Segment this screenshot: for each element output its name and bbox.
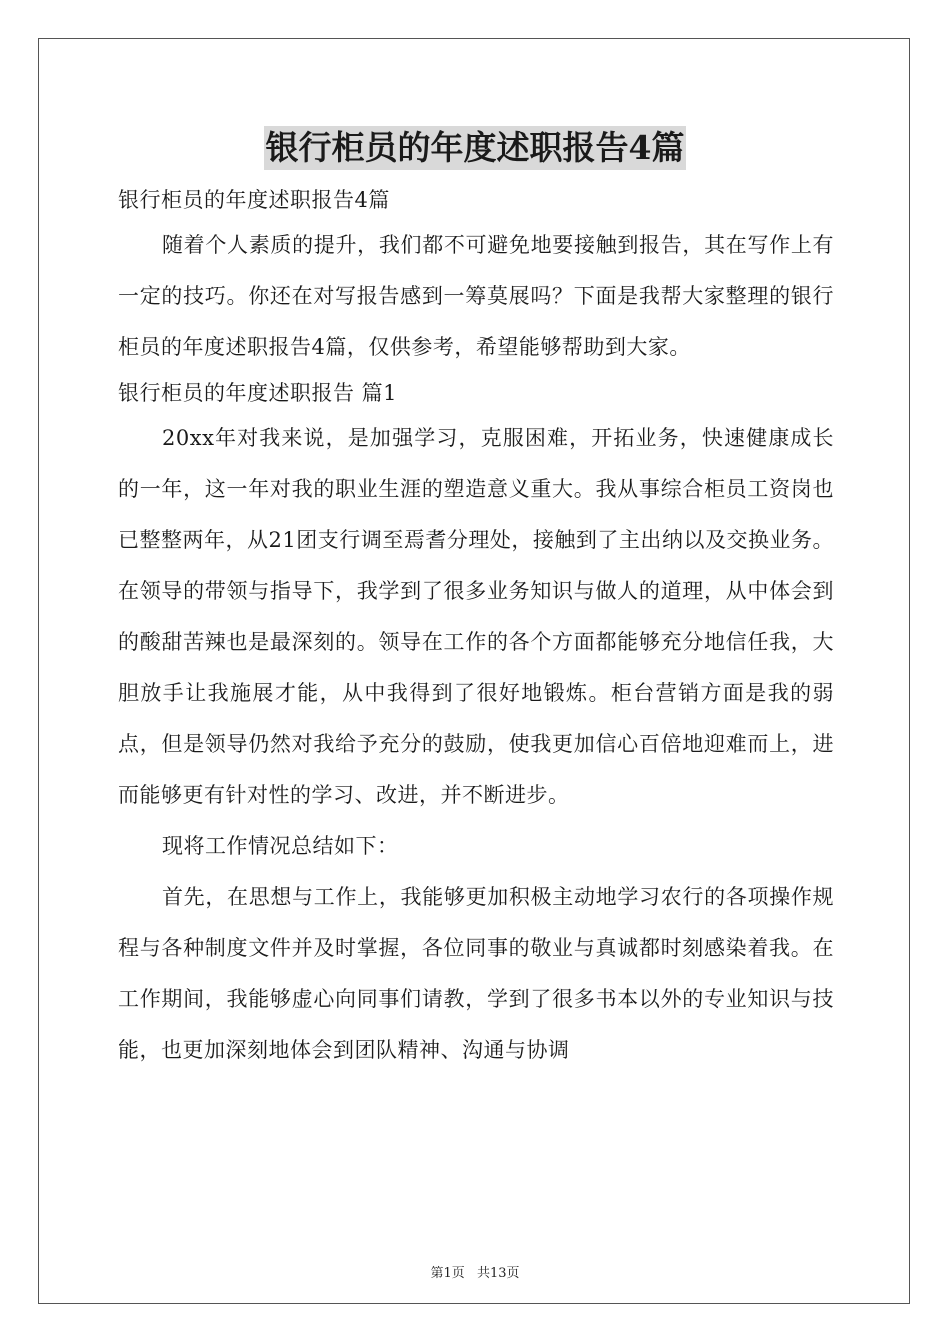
body-paragraph: 现将工作情况总结如下： — [162, 834, 399, 858]
document-body — [118, 180, 834, 1076]
body-paragraph: 20xx年对我来说，是加强学习，克服困难，开拓业务，快速健康成长的一年，这一年对我的职业生涯的塑造意义重大。我从事综合柜员工资岗也已整整两年，从21团支行调至焉耆分理处，接触到了主出纳以及交换业务。在领导的带领与指导下，我学到了很多业务知识与做人的道理，从中体会到的酸甜苦辣也是最深刻的。领导在工作的各个方面都能够充分地信任我，大胆放手让我施展才能，从中我得到了很好地锻炼。柜台营销方面是我的弱点，但是领导仍然对我给予充分的鼓励，使我更加信心百倍地迎难而上，进而能够更有针对性的学习、改进，并不断进步。 — [118, 426, 834, 807]
document-subtitle: 银行柜员的年度述职报告4篇 — [118, 188, 390, 212]
body-paragraph: 首先，在思想与工作上，我能够更加积极主动地学习农行的各项操作规程与各种制度文件并及时掌握，各位同事的敬业与真诚都时刻感染着我。在工作期间，我能够虚心向同事们请教，学到了很多书本以外的专业知识与技能，也更加深刻地体会到团队精神、沟通与协调 — [118, 885, 834, 1062]
document-title: 银行柜员的年度述职报告4篇 — [264, 126, 687, 170]
page-footer — [0, 1262, 950, 1281]
section-heading: 银行柜员的年度述职报告 篇1 — [118, 381, 398, 405]
title-wrap — [0, 126, 950, 170]
page-total: 共13页 — [476, 1266, 520, 1281]
page-number: 第1页 — [430, 1266, 465, 1281]
intro-paragraph: 随着个人素质的提升，我们都不可避免地要接触到报告，其在写作上有一定的技巧。你还在对写报告感到一筹莫展吗？下面是我帮大家整理的银行柜员的年度述职报告4篇，仅供参考，希望能够帮助到大家。 — [118, 233, 834, 359]
